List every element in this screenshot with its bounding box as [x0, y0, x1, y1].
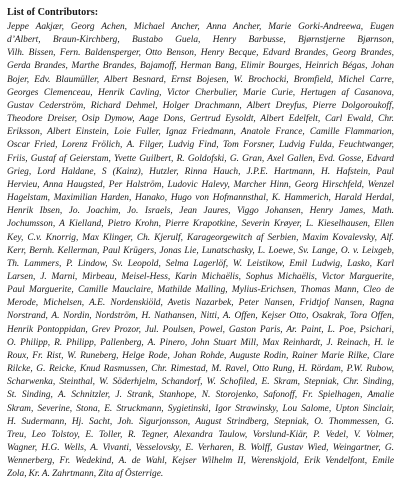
text-line: Paul Marguerite, Camille Mauclaire, Mathilde Malling, Mylius-Erichsen, Thomas Mann, Cleo de [7, 285, 394, 296]
text-line: Rilcke, G. Reicke, Knud Rasmussen, Chr. Rimestad, M. Ravel, Otto Rung, H. Rördam, P.W. Rubow, [7, 364, 394, 375]
text-line: H. Sudermann, Hj. Sacht, Joh. Sigurjonsson, August Strindberg, Stepniak, O. Thommessen, G. [7, 416, 394, 427]
page-heading: List of Contributors: [7, 7, 99, 18]
text-line: Vilh. Bissen, Fern. Baldensperger, Otto Benson, Henry Becque, Edvard Brandes, Georg Brandes, [7, 48, 394, 59]
text-line: Jeppe Aakjær, Georg Achen, Michael Ancher, Anna Ancher, Marie Gorki-Andreewa, Eugen [7, 22, 394, 32]
text-line: Bojer, Edv. Blaumüller, Albert Besnard, Ernst Bojesen, W. Brochocki, Bromfield, Michel Carre, [7, 74, 394, 85]
text-line: Norstrand, A. Nordin, Nordström, H. Nathansen, Nitti, A. Offen, Kejser Otto, Osakrak, Tora Offen, [7, 311, 394, 322]
text-line: Gerda Brandes, Marthe Brandes, Bajamoff, Herman Bang, Elimir Bourges, Heinrich Bégas, Johan [7, 61, 394, 72]
text-line: Grieg, Lord Haldane, S (Kainz), Hutzler, Rinna Hauch, J.P.E. Hartmann, H. Hafstein, Paul [7, 166, 394, 177]
text-line: Th. Lammers, P. Lindow, Sv. Leopold, Selma Lagerlöf, W. Leistikow, Emil Ludwig, Lasko, Karl [7, 258, 394, 269]
text-line: Merode, Michelsen, A.E. Nordenskiöld, Avetis Nazarbek, Peter Nansen, Fridtjof Nansen, Ragna [7, 298, 394, 309]
text-line: Georges Clemenceau, Henrik Cavling, Victor Cherbulier, Marie Curie, Hertugen af Casanova, [7, 87, 394, 98]
text-line: Hervieu, Anna Haugsted, Per Halström, Ludovic Halevy, Marcher Hinn, Georg Hirschfeld, Wenzel [7, 179, 394, 190]
text-line: Theodore Dreiser, Osip Dymow, Aage Dons, Gertrud Eysoldt, Albert Edelfelt, Carl Ewald, Chr. [7, 114, 394, 125]
text-line: St. Sinding, A. Schnitzler, J. Strank, Stanhope, N. Storojenko, Safonoff, Fr. Spielhagen, Amalie [7, 390, 394, 401]
text-line: Treu, Leo Tolstoy, E. Toller, R. Tegner, Alexandra Taulow, Vorslund-Kiär, P. Vedel, V. Volmer, [7, 429, 394, 440]
text-line: Hagelstam, Maximilian Harden, Hanako, Hugo von Hofmannsthal, K. Hammerich, Harald Herdal, [7, 193, 394, 204]
text-line: Wagner, H.G. Wells, A. Vivanti, Vesselovsky, E. Verharen, B. Wolff, Gustav Wied, Weingartner, G. [7, 443, 394, 453]
text-line: Friis, Gustaf af Geierstam, Yvette Guilbert, R. Goldofski, G. Gran, Axel Gallen, Evd. Gosse, Edvard [7, 153, 394, 164]
contributors-text [7, 21, 394, 481]
text-line: Henrik Pontoppidan, Grev Prozor, Jul. Poulsen, Powel, Gaston Paris, Ar. Paint, L. Poe, Psichari, [7, 324, 394, 335]
text-line: Larsen, J. Marni, Mirbeau, Meisel-Hess, Karin Michaëlis, Sophus Michaëlis, Victor Marguerite, [7, 271, 394, 282]
text-line: Henrik Ibsen, Jo. Joachim, Jo. Israels, Jean Jaures, Viggo Johansen, Henry James, Math. [7, 206, 394, 217]
text-line: d’Albert, Braun-Kirchberg, Bustabo Guela, Henry Barbusse, Bjørnstjerne Bjørnson, [7, 35, 394, 46]
text-line: Roux, Fr. Rist, W. Runeberg, Helge Rode, Johan Rohde, Auguste Rodin, Rainer Marie Rilke, Clare [7, 350, 394, 361]
text-line: Scharwenka, Steinthal, W. Söderhjelm, Schandorf, W. Schofiled, E. Skram, Stepniak, Chr. Sinding, [7, 377, 394, 388]
text-line: Skram, Severine, Stona, E. Struckmann, Sygietinski, Igor Strawinsky, Lou Salome, Upton Sinclair, [7, 403, 394, 414]
text-line: Oscar Fried, Lorenz Frölich, A. Filger, Ludvig Find, Tom Forsner, Ludvig Fulda, Feuchtwanger, [7, 140, 394, 151]
text-line: Wennerberg, Fr. Wedekind, A. de Wahl, Kejser Wilhelm II, Werenskjold, Erik Vendelfont, Emile [7, 456, 394, 467]
text-line: Zola, Kr. A. Zahrtmann, Zita af Österrige. [7, 469, 164, 480]
text-line: Kerr, Bernh. Kellerman, Paul Krügers, Jonas Lie, Lunatschasky, L. Loewe, Sv. Lange, O. v. Leixgeb, [7, 245, 394, 256]
contributors-page [7, 6, 394, 480]
text-line: Gustav Cederström, Richard Dehmel, Holger Drachmann, Albert Dreyfus, Pierre Dolgoroukoff, [7, 100, 394, 111]
text-line: Jochumsson, A Kielland, Pietro Krohn, Pierre Krapotkine, Severin Krøyer, L. Kieselhausen, Ellen [7, 219, 394, 230]
text-line: Eriksson, Albert Einstein, Loie Fuller, Ignaz Friedmann, Anatole France, Camille Flammarion, [7, 127, 394, 138]
text-line: Key, C.v. Knorrig, Max Klinger, Ch. Kjerulf, Karageorgewitch af Serbien, Maxim Kovalevsky, Alf. [7, 232, 394, 243]
text-line: O. Philipp, R. Philipp, Pallenberg, A. Pinero, John Stuart Mill, Max Reinhardt, J. Reinach, H. le [7, 337, 394, 348]
